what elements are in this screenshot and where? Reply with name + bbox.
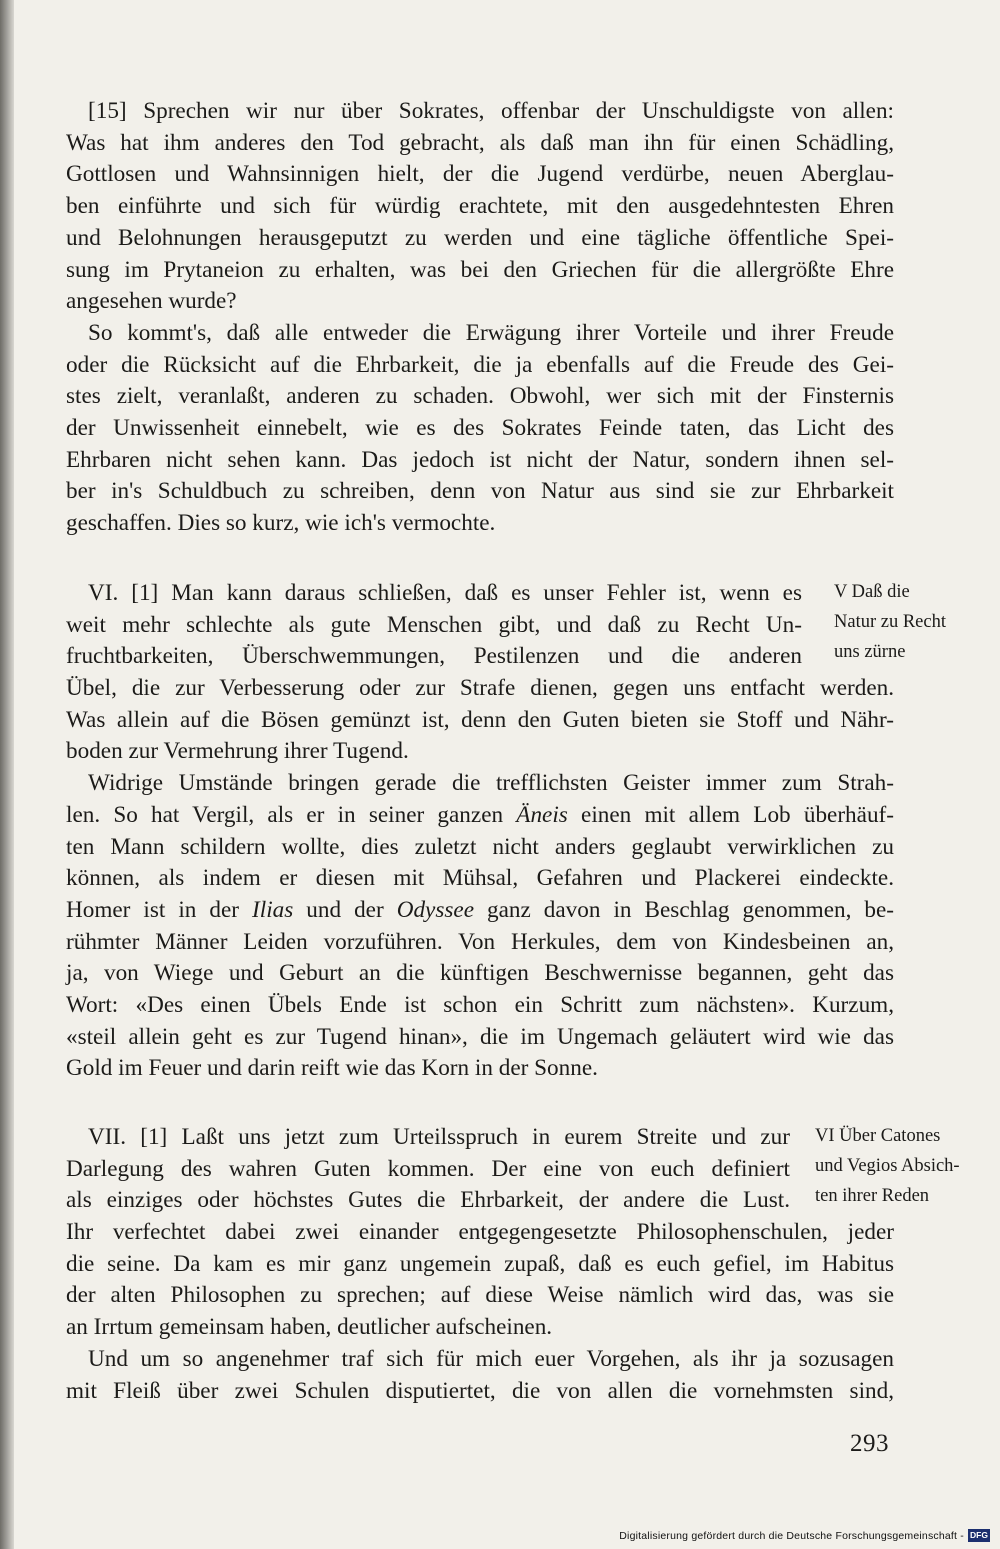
text-line: geschaffen. Dies so kurz, wie ich's vermochte. <box>66 510 496 537</box>
text-run: Homer ist in der <box>66 896 253 923</box>
text-run: einen mit allem Lob überhäuf- <box>567 801 894 828</box>
text-line: VII. [1] Laßt uns jetzt zum Urteilsspruch in eurem Streite und zur <box>88 1124 790 1150</box>
margin-note-line: Natur zu Recht <box>834 612 946 632</box>
text-line: Übel, die zur Verbesserung oder zur Strafe dienen, gegen uns entfacht werden. <box>66 675 894 701</box>
funding-footer: Digitalisierung gefördert durch die Deutsche Forschungsgemeinschaft - <box>619 1530 964 1542</box>
text-line <box>66 800 894 832</box>
text-line: oder die Rücksicht auf die Ehrbarkeit, die ja ebenfalls auf die Freude des Gei- <box>66 351 894 378</box>
text-line: ja, von Wiege und Geburt an die künftigen Beschwernisse begannen, geht das <box>66 960 894 987</box>
text-line: rühmter Männer Leiden vorzuführen. Von Herkules, dem von Kindesbeinen an, <box>66 928 894 955</box>
text-line: und Belohnungen herausgeputzt zu werden und eine tägliche öffentliche Spei- <box>66 224 894 251</box>
margin-note-line: ten ihrer Reden <box>815 1186 930 1206</box>
text-line: weit mehr schlechte als gute Menschen gibt, und daß zu Recht Un- <box>66 611 802 638</box>
work-title-aeneis: Äneis <box>516 801 568 828</box>
section-vi-body <box>66 673 894 1085</box>
margin-note-v <box>834 577 946 667</box>
work-title-ilias: Ilias <box>252 896 294 923</box>
text-line: Und um so angenehmer traf sich für mich euer Vorgehen, als ihr ja sozusagen <box>88 1345 894 1372</box>
margin-note-line: und Vegios Absich- <box>815 1156 960 1176</box>
work-title-odyssee: Odyssee <box>396 896 474 923</box>
text-run: ganz davon in Beschlag genommen, be- <box>473 896 895 923</box>
section-vii-head <box>66 1122 790 1217</box>
text-line: Gold im Feuer und darin reift wie das Korn in der Sonne. <box>66 1055 598 1082</box>
text-line: So kommt's, daß alle entweder die Erwägung ihrer Vorteile und ihrer Freude <box>88 319 894 346</box>
margin-note-line: VI Über Catones <box>815 1126 941 1146</box>
text-run: und der <box>293 896 397 923</box>
text-line: sung im Prytaneion zu erhalten, was bei den Griechen für die allergrößte Ehre <box>66 256 894 283</box>
text-line: können, als indem er diesen mit Mühsal, Gefahren und Plackerei eindeckte. <box>66 865 894 892</box>
text-line: mit Fleiß über zwei Schulen disputiertet, die von allen die vornehmsten sind, <box>66 1377 894 1404</box>
text-line: der alten Philosophen zu sprechen; auf diese Weise nämlich wird das, was sie <box>66 1282 894 1309</box>
text-line: Darlegung des wahren Guten kommen. Der eine von euch definiert <box>66 1155 790 1182</box>
text-line: ber in's Schuldbuch zu schreiben, denn von Natur aus sind sie zur Ehrbarkeit <box>66 478 894 505</box>
section-vi-head <box>66 578 802 673</box>
paragraph-15 <box>66 96 894 540</box>
text-line: Widrige Umstände bringen gerade die trefflichsten Geister immer zum Strah- <box>88 770 894 797</box>
margin-note-line: uns zürne <box>834 642 906 662</box>
text-line: Gottlosen und Wahnsinnigen hielt, der die Jugend verdürbe, neuen Aberglau- <box>66 161 894 188</box>
margin-note-vi <box>815 1121 960 1211</box>
page-number: 293 <box>850 1430 889 1457</box>
text-line: VI. [1] Man kann daraus schließen, daß es unser Fehler ist, wenn es <box>88 580 802 606</box>
text-line: stes zielt, veranlaßt, anderen zu schaden. Obwohl, wer sich mit der Finsternis <box>66 383 894 410</box>
text-line: ten Mann schildern wollte, dies zuletzt nicht anders geglaubt verwirklichen zu <box>66 833 894 860</box>
text-line: [15] Sprechen wir nur über Sokrates, offenbar der Unschuldigste von allen: <box>88 98 894 124</box>
text-line: Wort: «Des einen Übels Ende ist schon ein Schritt zum nächsten». Kurzum, <box>66 992 894 1019</box>
text-line: Was allein auf die Bösen gemünzt ist, denn den Guten bieten sie Stoff und Nähr- <box>66 706 894 733</box>
text-line: an Irrtum gemeinsam haben, deutlicher aufscheinen. <box>66 1314 553 1341</box>
text-line: Ihr verfechtet dabei zwei einander entgegengesetzte Philosophenschulen, jeder <box>66 1219 894 1245</box>
section-vii-body <box>66 1217 894 1407</box>
text-line: Was hat ihm anderes den Tod gebracht, als daß man ihn für einen Schädling, <box>66 129 894 156</box>
text-line: die seine. Da kam es mir ganz ungemein zupaß, daß es euch gefiel, im Habitus <box>66 1250 894 1277</box>
text-line <box>66 895 894 927</box>
dfg-logo-icon: DFG <box>968 1529 990 1542</box>
margin-note-line: V Daß die <box>834 582 910 602</box>
text-line: der Unwissenheit einnebelt, wie es des Sokrates Feinde taten, das Licht des <box>66 415 894 442</box>
text-line: boden zur Vermehrung ihrer Tugend. <box>66 738 409 765</box>
text-line: ben einführte und sich für würdig erachtete, mit den ausgedehntesten Ehren <box>66 193 894 220</box>
text-run: len. So hat Vergil, als er in seiner ganzen <box>66 801 517 828</box>
text-line: fruchtbarkeiten, Überschwemmungen, Pestilenzen und die anderen <box>66 643 802 670</box>
text-line: angesehen wurde? <box>66 288 237 315</box>
text-line: als einziges oder höchstes Gutes die Ehrbarkeit, der andere die Lust. <box>66 1187 790 1214</box>
text-line: «steil allein geht es zur Tugend hinan», die im Ungemach geläutert wird wie das <box>66 1023 894 1050</box>
text-line: Ehrbaren nicht sehen kann. Das jedoch ist nicht der Natur, sondern ihnen sel- <box>66 446 894 473</box>
